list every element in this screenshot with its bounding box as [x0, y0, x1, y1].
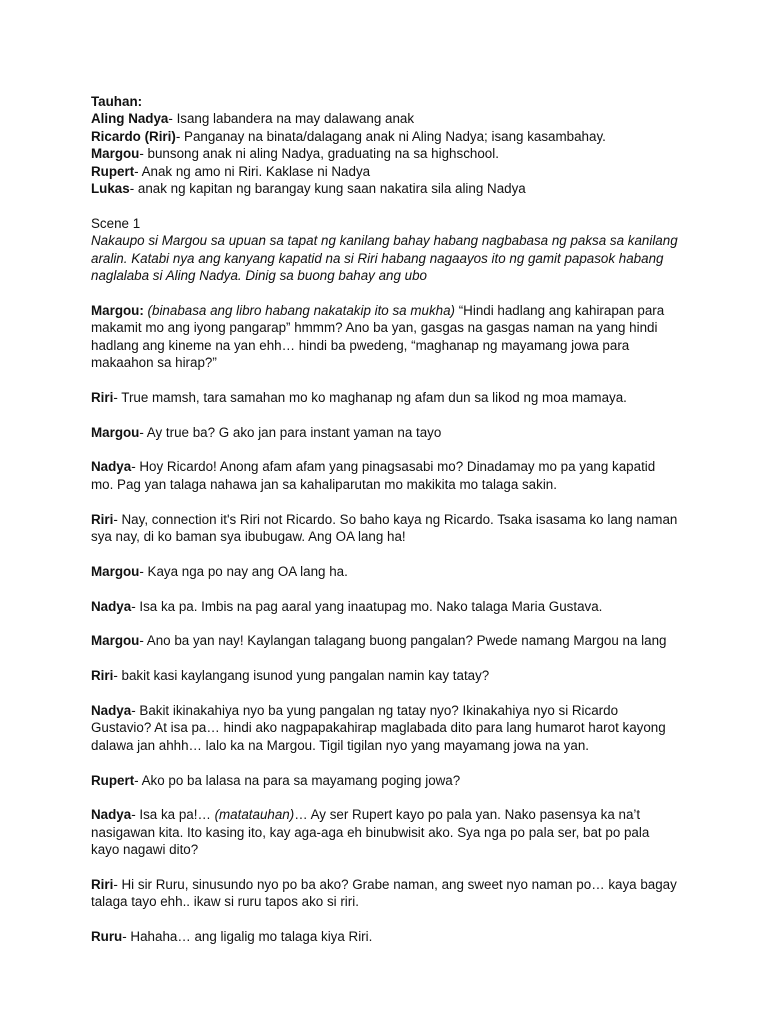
line-text: - Ay true ba? G ako jan para instant yaman na tayo [139, 424, 442, 440]
cast-desc: - anak ng kapitan ng barangay kung saan nakatira sila aling Nadya [129, 181, 526, 197]
cast-name: Margou [91, 146, 140, 162]
line-pre: - Isa ka pa!… [131, 807, 215, 823]
dialogue-line [91, 806, 681, 858]
cast-list [91, 93, 681, 197]
cast-item [91, 180, 681, 197]
line-text: - Hoy Ricardo! Anong afam afam yang pinagsasabi mo? Dinadamay mo pa yang kapatid mo. Pag yan talaga nahawa jan sa kahaliparutan mo makikita mo talaga sakin. [91, 459, 656, 492]
line-text: - Ako po ba lalasa na para sa mayamang poging jowa? [134, 772, 461, 788]
line-text: - bakit kasi kaylangang isunod yung pangalan namin kay tatay? [113, 668, 490, 684]
cast-item [91, 163, 681, 180]
line-text: - True mamsh, tara samahan mo ko maghanap ng afam dun sa likod ng moa mamaya. [113, 389, 627, 405]
line-text: “Hindi hadlang ang kahirapan para makamit mo ang iyong pangarap” hmmm? Ano ba yan, gasgas na gasgas naman na yang hindi hadlang ang kineme na yan ehh… hindi ba pwedeng, “maghanap ng mayamang jowa para makaahon sa hirap?” [91, 302, 665, 371]
cast-name: Ricardo (Riri) [91, 128, 176, 144]
dialogue-line [91, 598, 681, 615]
speaker-name: Ruru [91, 929, 123, 945]
dialogue-line [91, 667, 681, 684]
speaker-name: Riri [91, 389, 114, 405]
cast-item [91, 110, 681, 127]
dialogue-line [91, 302, 681, 372]
line-text: … Ay ser Rupert kayo po pala yan. Nako pasensya ka na’t nasigawan kita. Ito kasing ito, kay aga-aga eh binubwisit ako. Sya nga po pala ser, bat po pala kayo nagawi dito? [91, 807, 650, 858]
dialogue-line [91, 563, 681, 580]
dialogue-line [91, 389, 681, 406]
speaker-name: Riri [91, 668, 114, 684]
cast-name: Lukas [91, 181, 130, 197]
line-text: - Bakit ikinakahiya nyo ba yung pangalan ng tatay nyo? Ikinakahiya nyo si Ricardo Gustavio? At isa pa… hindi ako nagpapakahirap maglabada dito para lang humarot harot kayong dalawa jan ahhh… lalo ka na Margou. Tigil tigilan nyo yang mayamang jowa na yan. [91, 703, 666, 753]
dialogue-line [91, 928, 681, 945]
line-text: - Isa ka pa. Imbis na pag aaral yang inaatupag mo. Nako talaga Maria Gustava. [131, 598, 603, 614]
scene-direction: Nakaupo si Margou sa upuan sa tapat ng kanilang bahay habang nagbabasa ng paksa sa kanilang aralin. Katabi nya ang kanyang kapatid na si Riri habang nagaayos ito ng gamit papasok habang naglalaba si Aling Nadya. Dinig sa buong bahay ang ubo [91, 233, 678, 284]
cast-name: Aling Nadya [91, 111, 169, 127]
dialogue-line [91, 876, 681, 911]
scene-heading: Scene 1 [91, 215, 141, 231]
dialogue-line [91, 632, 681, 649]
cast-name: Rupert [91, 163, 135, 179]
line-text: - Hahaha… ang ligalig mo talaga kiya Riri. [122, 929, 373, 945]
line-text: - Nay, connection it's Riri not Ricardo. So baho kaya ng Ricardo. Tsaka isasama ko lang naman sya nay, di ko baman sya ibubugaw. Ang OA lang ha! [91, 511, 678, 545]
scene-block [91, 215, 681, 285]
cast-heading: Tauhan: [91, 94, 143, 109]
speaker-name: Margou [91, 563, 140, 579]
speaker-name: Margou: [91, 302, 144, 318]
line-text: - Hi sir Ruru, sinusundo nyo po ba ako? Grabe naman, ang sweet nyo naman po… kaya bagay talaga tayo ehh.. ikaw si ruru tapos ako si riri. [91, 877, 677, 910]
cast-desc: - bunsong anak ni aling Nadya, graduating na sa highschool. [139, 146, 499, 162]
dialogue-line [91, 458, 681, 493]
cast-desc: - Isang labandera na may dalawang anak [168, 111, 415, 127]
speaker-name: Margou [91, 633, 140, 649]
cast-desc: - Panganay na binata/dalagang anak ni Aling Nadya; isang kasambahay. [175, 128, 606, 144]
script-content [91, 93, 681, 963]
line-text: - Kaya nga po nay ang OA lang ha. [139, 563, 348, 579]
speaker-name: Riri [91, 511, 114, 527]
cast-item [91, 145, 681, 162]
speaker-name: Riri [91, 877, 114, 893]
speaker-name: Margou [91, 424, 140, 440]
dialogue-line [91, 511, 681, 546]
cast-desc: - Anak ng amo ni Riri. Kaklase ni Nadya [134, 163, 371, 179]
speaker-name: Nadya [91, 807, 132, 823]
cast-item [91, 128, 681, 145]
speaker-name: Nadya [91, 598, 132, 614]
dialogue-line [91, 702, 681, 754]
dialogue-line [91, 772, 681, 789]
stage-direction: (binabasa ang libro habang nakatakip ito sa mukha) [147, 302, 455, 318]
speaker-name: Rupert [91, 772, 135, 788]
line-text: - Ano ba yan nay! Kaylangan talagang buong pangalan? Pwede namang Margou na lang [139, 633, 667, 649]
speaker-name: Nadya [91, 459, 132, 475]
dialogue-line [91, 424, 681, 441]
stage-direction: (matatauhan) [214, 807, 295, 823]
speaker-name: Nadya [91, 703, 132, 719]
